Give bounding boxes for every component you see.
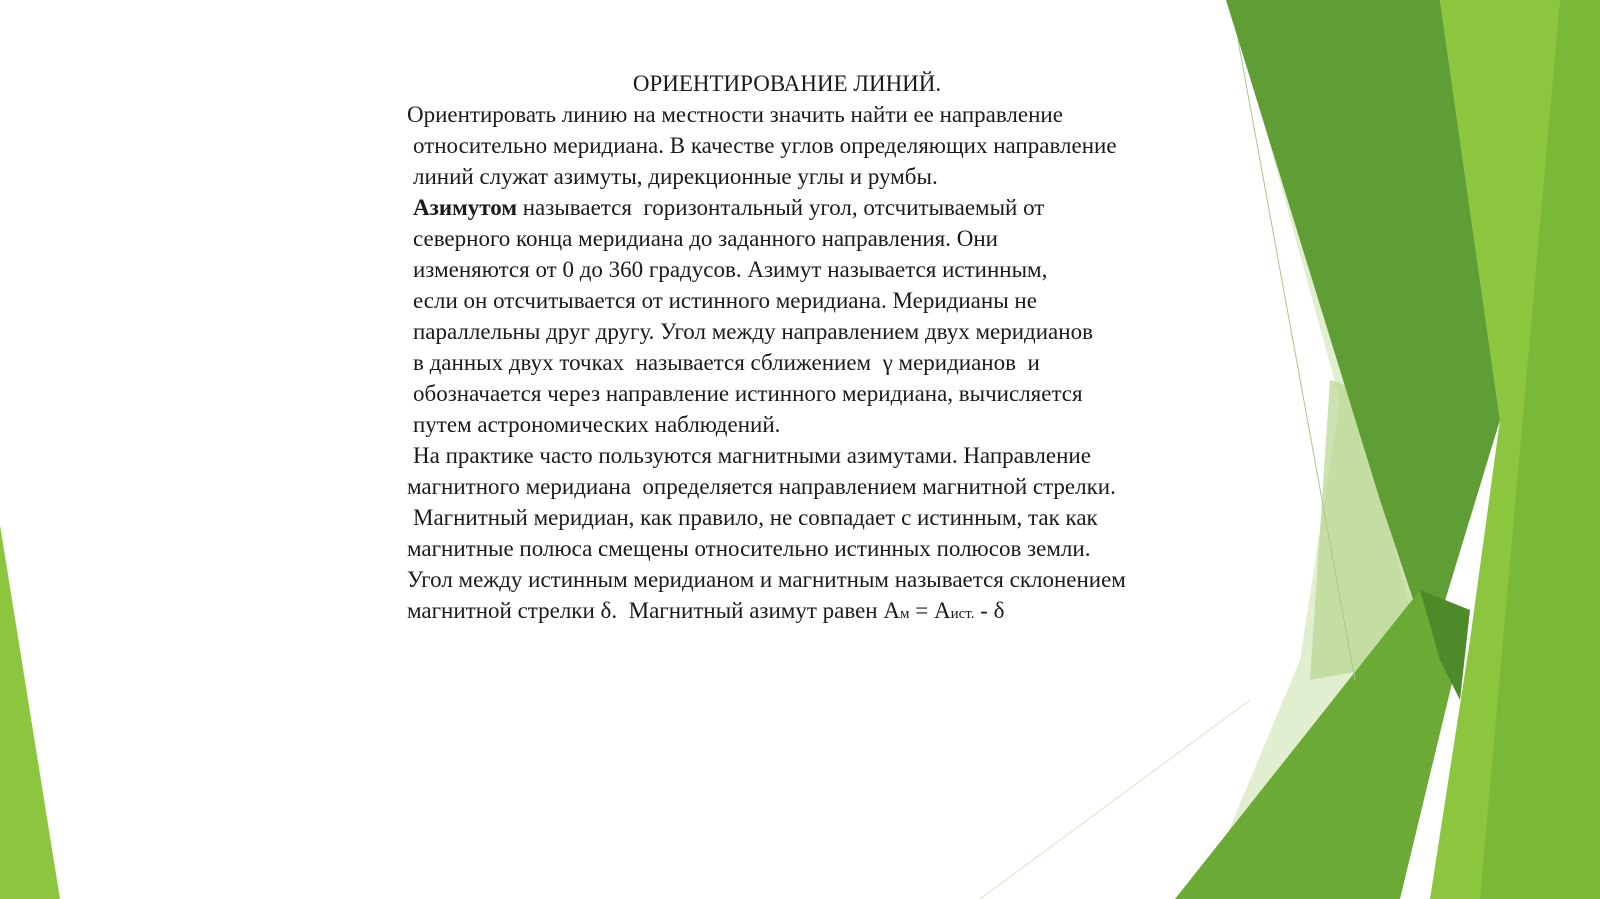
text-line: обозначается через направление истинного меридиана, вычисляется xyxy=(413,381,1083,406)
slide-text xyxy=(407,68,1227,630)
azimuth-definition-line xyxy=(407,192,1227,223)
formula-equals: = А xyxy=(909,598,951,623)
formula-line xyxy=(407,595,1227,630)
text-line: относительно меридиана. В качестве углов определяющих направление xyxy=(413,133,1117,158)
text-line: путем астрономических наблюдений. xyxy=(413,412,781,437)
text-line: северного конца меридиана до заданного направления. Они xyxy=(413,226,998,251)
formula-subscript-ist: ист. xyxy=(950,606,975,622)
text-line: магнитного меридиана определяется направлением магнитной стрелки. xyxy=(407,474,1116,499)
formula-prefix: магнитной стрелки δ. Магнитный азимут равен А xyxy=(407,598,900,623)
text-line: в данных двух точках называется сближением γ меридианов и xyxy=(413,350,1040,375)
text-line: Ориентировать линию на местности значить найти ее направление xyxy=(407,102,1063,127)
left-green-shape xyxy=(0,525,60,899)
text-line: На практике часто пользуются магнитными азимутами. Направление xyxy=(413,443,1091,468)
formula-suffix: - δ xyxy=(974,598,1005,623)
text-line: если он отсчитывается от истинного меридиана. Меридианы не xyxy=(413,288,1037,313)
text-line: параллельны друг другу. Угол между направлением двух меридианов xyxy=(413,319,1093,344)
text-line: магнитные полюса смещены относительно истинных полюсов земли. xyxy=(407,536,1091,561)
text-line: Угол между истинным меридианом и магнитным называется склонением xyxy=(407,567,1126,592)
azimuth-definition-text: называется горизонтальный угол, отсчитываемый от xyxy=(517,195,1045,220)
formula-subscript-m: м xyxy=(899,606,910,622)
text-line: линий служат азимуты, дирекционные углы и румбы. xyxy=(413,164,938,189)
text-line: изменяются от 0 до 360 градусов. Азимут называется истинным, xyxy=(413,257,1048,282)
text-line: Магнитный меридиан, как правило, не совпадает с истинным, так как xyxy=(413,505,1098,530)
azimuth-term: Азимутом xyxy=(413,195,517,220)
slide-title: ОРИЕНТИРОВАНИЕ ЛИНИЙ. xyxy=(632,71,942,96)
